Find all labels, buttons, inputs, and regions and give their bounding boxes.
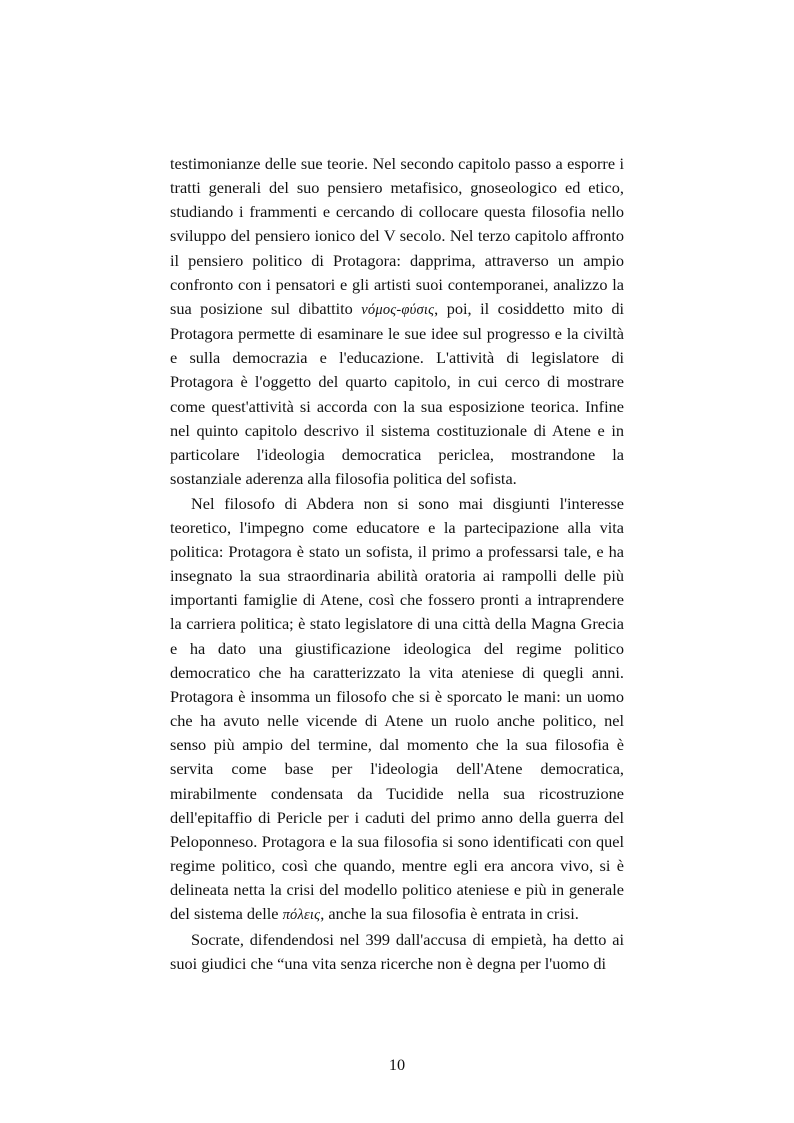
- paragraph-protagoras-politics: [170, 492, 624, 928]
- paragraph-text: , poi, il cosiddetto mito di Protagora permette di esaminare le sue idee sul progresso e la civiltà e sulla democrazia e l'educazione. L'attività di legislatore di Protagora è l'oggetto del quarto capitolo, in cui cerco di mostrare come quest'attività si accorda con la sua esposizione teorica. Infine nel quinto capitolo descrivo il sistema costituzionale di Atene e in particolare l'ideologia democratica periclea, mostrandone la sostanziale aderenza alla filosofia politica del sofista.: [170, 298, 625, 489]
- greek-term-nomos-physis: νόμος-φύσις: [361, 301, 435, 318]
- page-number: 10: [388, 1055, 406, 1074]
- paragraph-text: Socrate, difendendosi nel 399 dall'accusa di empietà, ha detto ai suoi giudici che “una vita senza ricerche non è degna per l'uomo di: [170, 930, 624, 974]
- greek-term-poleis: πόλεις: [282, 907, 321, 924]
- paragraph-text: Nel filosofo di Abdera non si sono mai disgiunti l'interesse teoretico, l'impegno come educatore e la partecipazione alla vita politica: Protagora è stato un sofista, il primo a professarsi tale, e ha insegnato la sua straordinaria abilità oratoria ai rampolli delle più importanti famiglie di Atene, così che fossero pronti a intraprendere la carriera politica; è stato legislatore di una città della Magna Grecia e ha dato una giustificazione ideologica del regime politico democratico che ha caratterizzato la vita ateniese di quegli anni. Protagora è insomma un filosofo che si è sporcato le mani: un uomo che ha avuto nelle vicende di Atene un ruolo anche politico, nel senso più ampio del termine, dal momento che la sua filosofia è servita come base per l'ideologia dell'Atene democratica, mirabilmente condensata da Tucidide nella sua ricostruzione dell'epitaffio di Pericle per i caduti del primo anno della guerra del Peloponneso. Protagora e la sua filosofia si sono identificati con quel regime politico, così che quando, mentre egli era ancora vivo, si è delineata netta la crisi del modello politico ateniese e più in generale del sistema delle: [170, 493, 624, 924]
- page-body: [170, 152, 624, 976]
- paragraph-socrates: [170, 928, 624, 976]
- paragraph-text: testimonianze delle sue teorie. Nel secondo capitolo passo a esporre i tratti generali del suo pensiero metafisico, gnoseologico ed etico, studiando i frammenti e cercando di collocare questa filosofia nello sviluppo del pensiero ionico del V secolo. Nel terzo capitolo affronto il pensiero politico di Protagora: dapprima, attraverso un ampio confronto con i pensatori e gli artisti suoi contemporanei, analizzo la sua posizione sul dibattito: [170, 154, 624, 318]
- paragraph-chapter-overview: [170, 152, 624, 491]
- paragraph-text: , anche la sua filosofia è entrata in crisi.: [320, 904, 579, 924]
